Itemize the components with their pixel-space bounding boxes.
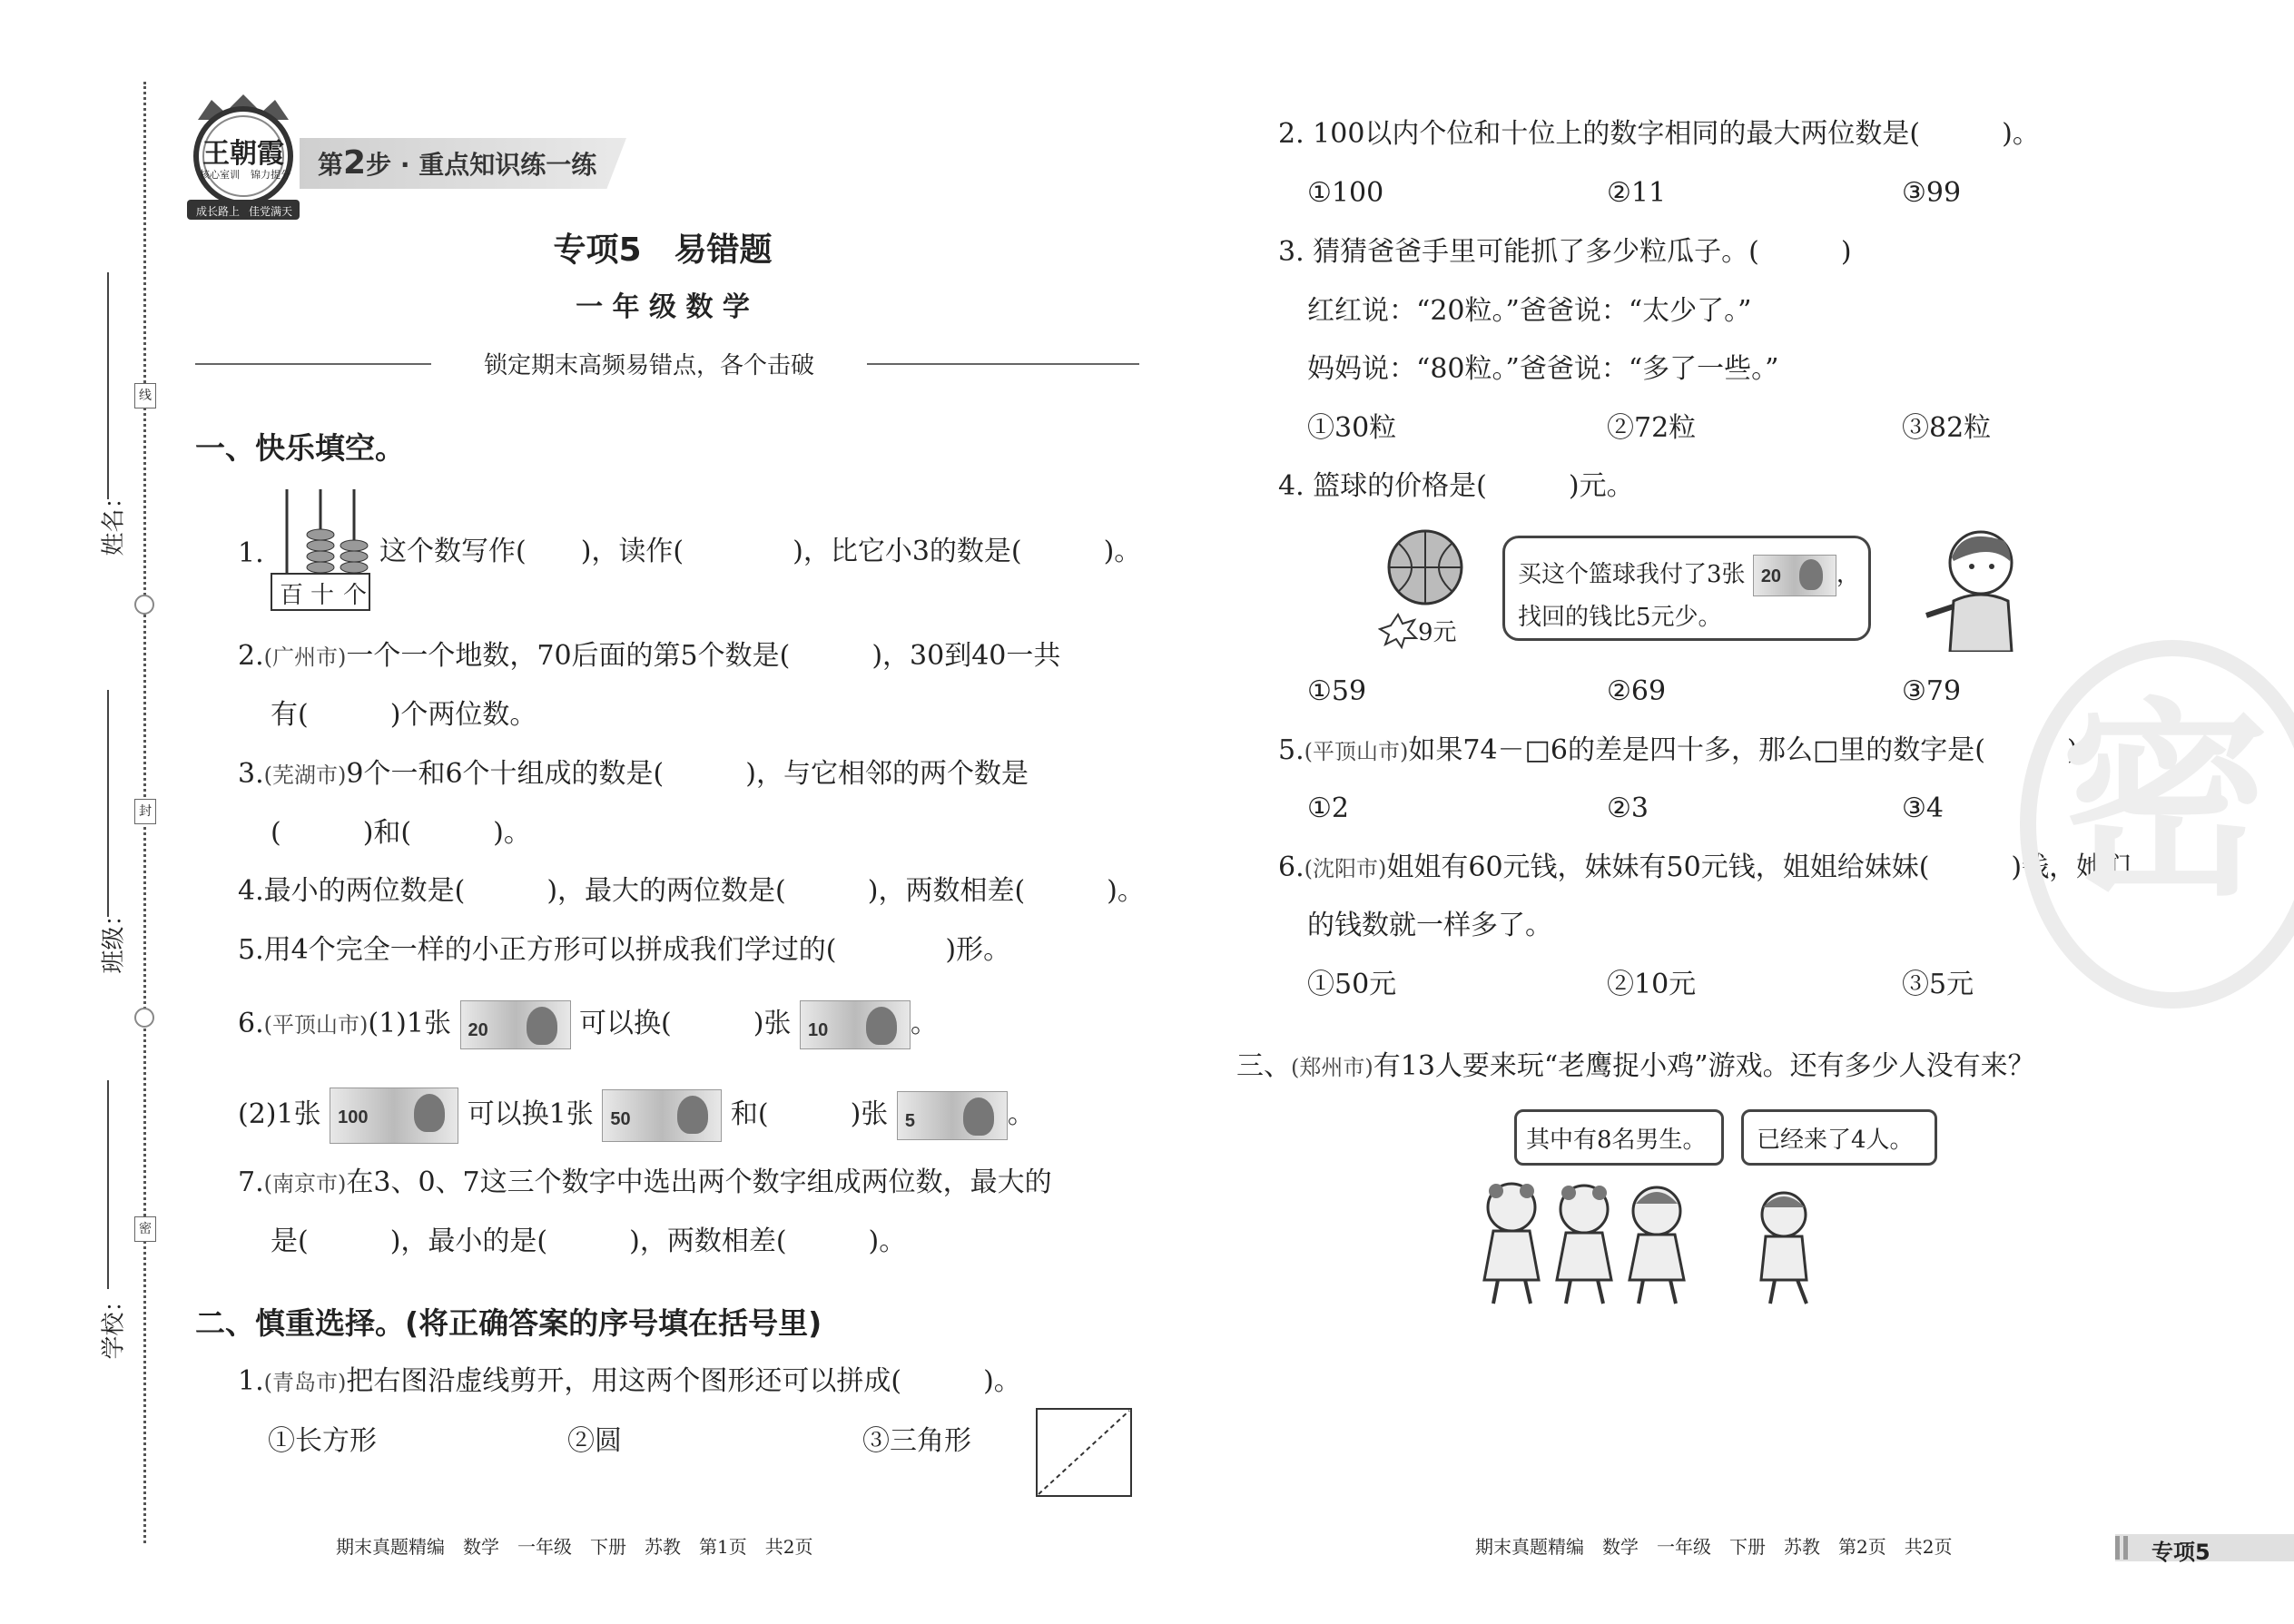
children-playing-illustration xyxy=(1471,1171,1834,1307)
footer-tab-pattern xyxy=(2115,1536,2128,1560)
s2-q4: 4. 篮球的价格是( )元。 xyxy=(1278,470,1634,502)
tag-line: 线 xyxy=(134,383,156,408)
q4-bubble-line1: 买这个篮球我付了3张 20 ， xyxy=(1518,555,1860,596)
logo-sub1: 核心室训 xyxy=(200,169,240,181)
s2-q6-opt3: ③5元 xyxy=(1902,969,1974,1000)
s2-q1-opt2: ②圆 xyxy=(567,1425,622,1457)
ball-price: 9元 xyxy=(1418,619,1457,646)
motto: 锁定期末高频易错点，各个击破 xyxy=(483,352,814,379)
s2-q3-opt3: ③82粒 xyxy=(1902,412,1992,444)
s2-q3-opt1: ①30粒 xyxy=(1307,412,1397,444)
s2-q5-opt1: ①2 xyxy=(1307,792,1349,824)
banknote-10-icon: 10 xyxy=(800,1000,911,1049)
secret-watermark: 密 xyxy=(2061,682,2270,924)
binding-hole xyxy=(134,595,154,615)
grade-subtitle: 一 年 级 数 学 xyxy=(576,291,750,323)
class-field-line xyxy=(107,690,109,917)
s2-q1: 1.(青岛市)把右图沿虚线剪开，用这两个图形还可以拼成( )。 xyxy=(238,1365,1021,1397)
s2-q4-opt1: ①59 xyxy=(1307,675,1367,707)
s2-q4-opt3: ③79 xyxy=(1902,675,1962,707)
q1-number: 1. xyxy=(238,537,264,569)
q2-line2: 有( )个两位数。 xyxy=(271,699,537,731)
q4: 4.最小的两位数是( )，最大的两位数是( )，两数相差( )。 xyxy=(238,875,1145,907)
name-label: 姓名： xyxy=(100,485,128,556)
section3-heading: 三、(郑州市)有13人要来玩“老鹰捉小鸡”游戏。还有多少人没有来？ xyxy=(1236,1050,2035,1082)
school-label: 学校： xyxy=(100,1288,128,1360)
step-label: 第2步 · 重点知识练一练 xyxy=(318,144,597,182)
banknote-20-icon: 20 xyxy=(460,1000,571,1049)
s2-q6: 6.(沈阳市)姐姐有60元钱，妹妹有50元钱，姐姐给妹妹( )钱，她们 xyxy=(1278,851,2132,883)
banknote-100-icon: 100 xyxy=(330,1088,458,1144)
s2-q6-opt2: ②10元 xyxy=(1607,969,1697,1000)
s2-q3-line3: 妈妈说：“80粒。”爸爸说：“多了一些。” xyxy=(1307,353,1779,385)
s2-q3-opt2: ②72粒 xyxy=(1607,412,1697,444)
s2-q2: 2. 100以内个位和十位上的数字相同的最大两位数是( )。 xyxy=(1278,118,2040,150)
footer-right: 期末真题精编 数学 一年级 下册 苏教 第2页 共2页 xyxy=(1475,1536,1953,1558)
page-title: 专项5 易错题 xyxy=(553,231,773,269)
logo-text: 王朝霞 xyxy=(202,138,284,170)
s2-q6-opt1: ①50元 xyxy=(1307,969,1397,1000)
s2-q5-opt3: ③4 xyxy=(1902,792,1944,824)
s2-q2-opt2: ②11 xyxy=(1607,177,1667,209)
arrived-count-bubble xyxy=(1741,1109,1937,1166)
cut-square-figure xyxy=(1035,1407,1133,1498)
section2-heading: 二、慎重选择。(将正确答案的序号填在括号里) xyxy=(195,1305,822,1341)
basketball-icon xyxy=(1384,527,1466,608)
abacus-label-hundreds: 百 xyxy=(280,582,304,609)
s2-q2-opt3: ③99 xyxy=(1902,177,1962,209)
s2-q1-opt3: ③三角形 xyxy=(862,1425,971,1457)
banknote-20-icon: 20 xyxy=(1753,555,1836,596)
name-field-line xyxy=(107,272,109,499)
section1-heading: 一、快乐填空。 xyxy=(195,430,405,466)
motto-rule-left xyxy=(195,363,431,365)
price-burst-icon xyxy=(1378,613,1418,649)
logo-sub2: 锦力提分 xyxy=(251,169,290,181)
s2-q5: 5.(平顶山市)如果74－□6的差是四十多，那么□里的数字是( )。 xyxy=(1278,734,2105,766)
s2-q3: 3. 猜猜爸爸手里可能抓了多少粒瓜子。( ) xyxy=(1278,236,1852,268)
footer-left: 期末真题精编 数学 一年级 下册 苏教 第1页 共2页 xyxy=(336,1536,813,1558)
q1-text: 这个数写作( )，读作( )，比它小3的数是( )。 xyxy=(379,536,1142,567)
tag-secret: 密 xyxy=(134,1216,156,1242)
s2-q6-line2: 的钱数就一样多了。 xyxy=(1307,910,1552,941)
boys-count-bubble xyxy=(1514,1109,1724,1166)
class-label: 班级： xyxy=(100,902,128,974)
q3-line2: ( )和( )。 xyxy=(271,817,531,849)
q7: 7.(南京市)在3、0、7这三个数字中选出两个数字组成两位数，最大的 xyxy=(238,1166,1052,1198)
abacus-label-tens: 十 xyxy=(310,582,335,609)
s2-q5-opt2: ②3 xyxy=(1607,792,1649,824)
banknote-50-icon: 50 xyxy=(602,1089,722,1142)
boy-character-icon xyxy=(1917,525,2026,652)
q4-bubble-line2: 找回的钱比5元少。 xyxy=(1518,604,1722,631)
school-field-line xyxy=(107,1080,109,1289)
motto-rule-right xyxy=(867,363,1139,365)
arrived-count-text: 已经来了4人。 xyxy=(1757,1127,1914,1154)
q6-part1: 6.(平顶山市)(1)1张 20 可以换( )张 10 。 xyxy=(238,1000,938,1049)
q3: 3.(芜湖市)9个一和6个十组成的数是( )，与它相邻的两个数是 xyxy=(238,758,1029,790)
s2-q4-opt2: ②69 xyxy=(1607,675,1667,707)
abacus-figure xyxy=(271,486,370,613)
q7-line2: 是( )，最小的是( )，两数相差( )。 xyxy=(271,1225,907,1257)
q4-speech-bubble xyxy=(1502,536,1871,641)
q2: 2.(广州市)一个一个地数，70后面的第5个数是( )，30到40一共 xyxy=(238,640,1061,672)
logo-ribbon-left: 成长路上 xyxy=(196,205,241,218)
s2-q2-opt1: ①100 xyxy=(1307,177,1384,209)
footer-tab-label: 专项5 xyxy=(2151,1540,2210,1565)
abacus-label-ones: 个 xyxy=(343,582,368,609)
q5: 5.用4个完全一样的小正方形可以拼成我们学过的( )形。 xyxy=(238,934,1011,966)
logo-ribbon-right: 佳党满天 xyxy=(249,205,293,218)
boys-count-text: 其中有8名男生。 xyxy=(1526,1127,1707,1154)
q6-part2: (2)1张 100 可以换1张 50 和( )张 5 。 xyxy=(238,1088,1035,1144)
s2-q1-opt1: ①长方形 xyxy=(268,1425,377,1457)
tag-seal: 封 xyxy=(134,799,156,824)
banknote-5-icon: 5 xyxy=(897,1091,1008,1140)
s2-q3-line2: 红红说：“20粒。”爸爸说：“太少了。” xyxy=(1307,295,1752,327)
brand-logo xyxy=(180,93,307,229)
binding-hole xyxy=(134,1008,154,1028)
